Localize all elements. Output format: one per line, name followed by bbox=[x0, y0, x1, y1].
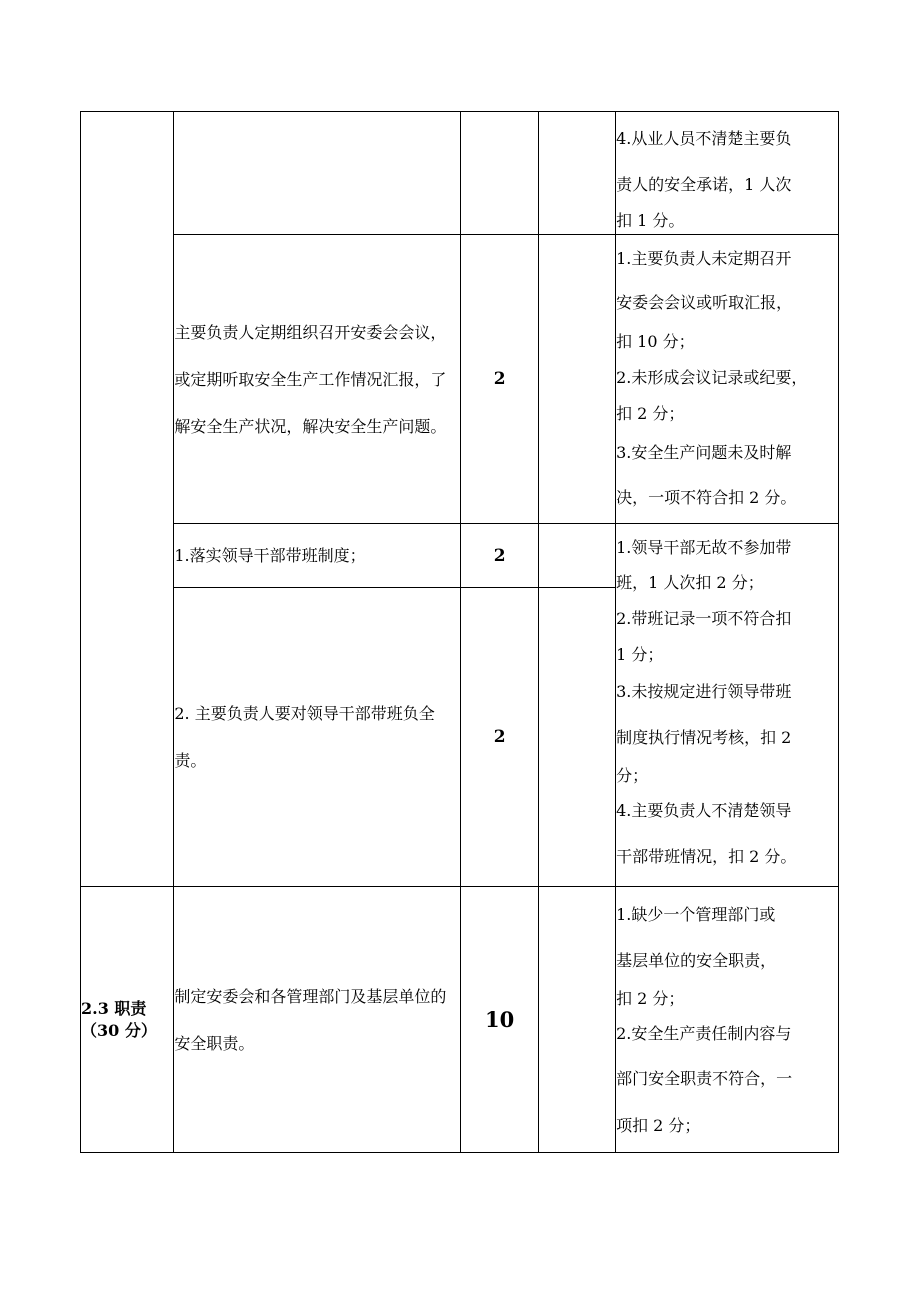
blank-cell bbox=[538, 588, 615, 887]
category-line: （30 分） bbox=[81, 1020, 157, 1040]
rule-line: 部门安全职责不符合，一 bbox=[616, 1068, 793, 1088]
table-row bbox=[81, 887, 839, 1153]
rule-line: 2.未形成会议记录或纪要， bbox=[616, 368, 808, 387]
score-cell: 10 bbox=[461, 887, 538, 1153]
rule-line: 4.主要负责人不清楚领导 bbox=[616, 801, 792, 820]
rule-cell bbox=[616, 235, 839, 524]
score-cell: 2 bbox=[461, 588, 538, 887]
rule-line: 责人的安全承诺，1 人次 bbox=[616, 175, 792, 194]
category-cell bbox=[81, 887, 174, 1153]
rule-line: 2.带班记录一项不符合扣 bbox=[616, 609, 792, 628]
category-cell-empty bbox=[81, 112, 174, 887]
rule-line: 扣 2 分； bbox=[616, 988, 685, 1008]
table-row bbox=[81, 112, 839, 235]
content-cell: 1.落实领导干部带班制度； bbox=[174, 524, 461, 588]
blank-cell bbox=[538, 235, 615, 524]
rule-line: 3.安全生产问题未及时解 bbox=[616, 443, 792, 462]
rule-line: 3.未按规定进行领导带班 bbox=[616, 682, 792, 701]
rule-cell bbox=[616, 524, 839, 887]
blank-cell bbox=[538, 887, 615, 1153]
content-cell: 主要负责人定期组织召开安委会会议，或定期听取安全生产工作情况汇报，了解安全生产状况，解决安全生产问题。 bbox=[174, 235, 461, 524]
table-row bbox=[81, 524, 839, 588]
score-cell: 2 bbox=[461, 235, 538, 524]
blank-cell bbox=[538, 112, 615, 235]
rule-line: 2.安全生产责任制内容与 bbox=[616, 1023, 792, 1043]
rule-cell bbox=[616, 112, 839, 235]
rule-line: 扣 1 分。 bbox=[616, 211, 685, 230]
rule-line: 制度执行情况考核，扣 2 bbox=[616, 728, 792, 747]
category-line: 2.3 职责 bbox=[81, 998, 147, 1018]
rule-line: 班，1 人次扣 2 分； bbox=[616, 573, 764, 592]
rule-line: 1 分； bbox=[616, 645, 664, 664]
rule-line: 决，一项不符合扣 2 分。 bbox=[616, 488, 797, 507]
assessment-table bbox=[80, 111, 839, 1153]
rule-line: 基层单位的安全职责， bbox=[616, 950, 777, 970]
rule-line: 扣 2 分； bbox=[616, 404, 685, 423]
rule-line: 1.领导干部无故不参加带 bbox=[616, 538, 792, 557]
score-cell: 2 bbox=[461, 524, 538, 588]
rule-line: 分； bbox=[616, 766, 649, 785]
content-cell bbox=[174, 112, 461, 235]
content-cell: 2. 主要负责人要对领导干部带班负全责。 bbox=[174, 588, 461, 887]
rule-line: 安委会会议或听取汇报， bbox=[616, 293, 793, 312]
blank-cell bbox=[538, 524, 615, 588]
rule-line: 项扣 2 分； bbox=[616, 1115, 701, 1135]
rule-line: 扣 10 分； bbox=[616, 332, 695, 351]
content-cell: 制定安委会和各管理部门及基层单位的安全职责。 bbox=[174, 887, 461, 1153]
rule-cell bbox=[616, 887, 839, 1153]
table-row bbox=[81, 235, 839, 524]
rule-line: 1.缺少一个管理部门或 bbox=[616, 904, 776, 924]
rule-line: 4.从业人员不清楚主要负 bbox=[616, 129, 792, 148]
rule-line: 干部带班情况，扣 2 分。 bbox=[616, 847, 797, 866]
rule-line: 1.主要负责人未定期召开 bbox=[616, 249, 792, 268]
score-cell bbox=[461, 112, 538, 235]
